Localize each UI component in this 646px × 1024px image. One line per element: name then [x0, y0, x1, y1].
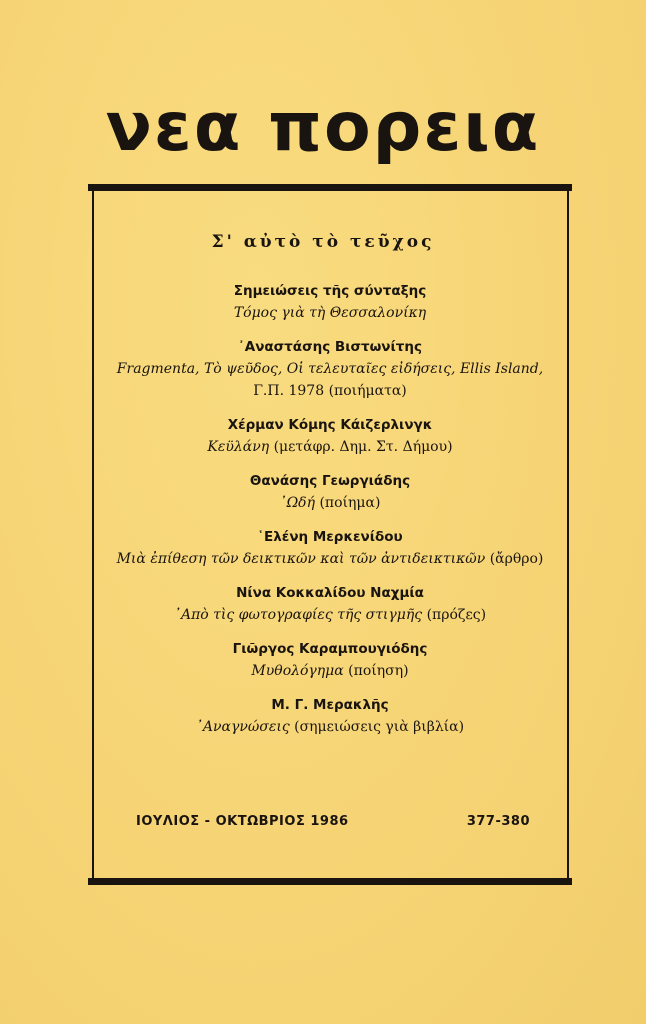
entry-work: Γ.Π. 1978 (ποιήματα) [253, 383, 407, 399]
contents-entry [110, 582, 550, 626]
table-of-contents [110, 280, 550, 750]
entry-work: Κεϋλάνη (μετάφρ. Δημ. Στ. Δήμου) [207, 439, 453, 455]
entry-work: ᾿Ωδή (ποίημα) [279, 495, 381, 511]
contents-entry [110, 336, 550, 402]
issue-date: ΙΟΥΛΙΟΣ - ΟΚΤΩΒΡΙΟΣ 1986 [136, 814, 349, 829]
contents-entry [110, 526, 550, 570]
entry-work: ᾿Αναγνώσεις (σημειώσεις γιὰ βιβλία) [195, 719, 465, 735]
contents-entry [110, 280, 550, 324]
contents-entry [110, 414, 550, 458]
entry-author: ῾Ελένη Μερκενίδου [257, 529, 403, 545]
entry-work: Fragmenta, Τὸ ψεῦδος, Οἱ τελευταῖες εἰδήσεις, Ellis Island, [116, 361, 544, 377]
contents-entry [110, 694, 550, 738]
contents-heading: Σ' αὐτὸ τὸ τεῦχος [211, 232, 435, 252]
entry-author: Μ. Γ. Μερακλῆς [271, 697, 389, 713]
entry-work: Τόμος γιὰ τὴ Θεσσαλονίκη [233, 305, 427, 321]
entry-author: Χέρμαν Κόμης Κάιζερλινγκ [227, 417, 433, 433]
entry-author: ᾿Αναστάσης Βιστωνίτης [238, 339, 422, 355]
entry-author: Γιῶργος Καραμπουγιόδης [232, 641, 428, 657]
entry-work: Μυθολόγημα (ποίηση) [251, 663, 409, 679]
entry-author: Σημειώσεις τῆς σύνταξης [233, 283, 427, 299]
entry-author: Νίνα Κοκκαλίδου Ναχμία [236, 585, 424, 601]
entry-work: Μιὰ ἐπίθεση τῶν δεικτικῶν καὶ τῶν ἀντιδεικτικῶν (ἄρθρο) [116, 551, 544, 567]
bottom-rule [88, 878, 572, 885]
entry-author: Θανάσης Γεωργιάδης [249, 473, 411, 489]
issue-number: 377-380 [466, 814, 530, 829]
contents-entry [110, 638, 550, 682]
contents-entry [110, 470, 550, 514]
entry-work: ᾿Απὸ τὶς φωτογραφίες τῆς στιγμῆς (πρόζες) [173, 607, 487, 623]
magazine-title: νεα πορεια [105, 88, 541, 167]
